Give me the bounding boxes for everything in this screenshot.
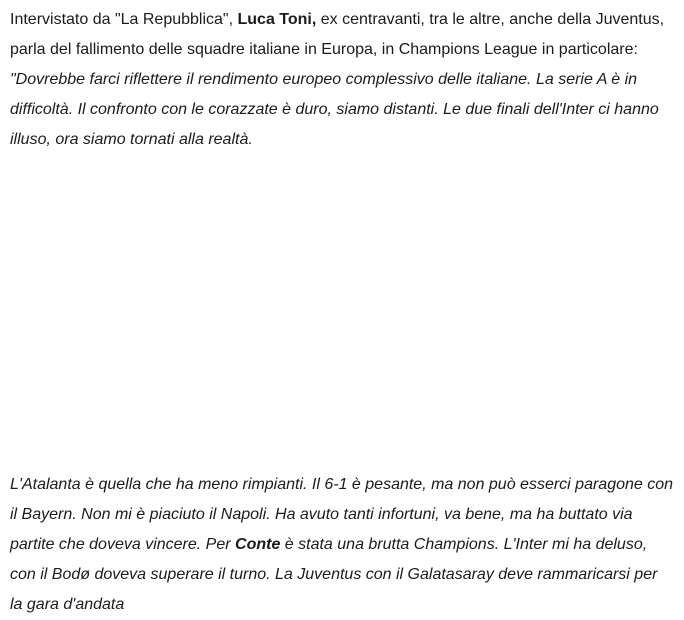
quote-part1-text: L'Atalanta è quella che ha meno rimpianti. Il 6-1 è pesante, ma non può esserci paragone con il Bayern. Non mi è piaciuto il Napoli. Ha avuto tanti infortuni, va bene, ma ha buttato via partite che doveva vincere. Per <box>10 476 674 553</box>
intro-paragraph <box>10 5 674 155</box>
quote-paragraph <box>10 470 674 620</box>
quote-part2-text: è stata una brutta Champions. L'Inter mi ha deluso, con il Bodø doveva superare il turno. La Juventus con il Galatasaray deve rammaricarsi per la gara d'andata <box>10 536 658 613</box>
player-name-bold: Luca Toni, <box>237 11 317 28</box>
intro-body-text: ex centravanti, tra le altre, anche della Juventus, parla del fallimento delle squadre italiane in Europa, in Champions League in particolare: <box>10 11 665 58</box>
intro-lead-text: Intervistato da "La Repubblica", <box>10 11 238 28</box>
blank-embed-placeholder <box>10 155 674 470</box>
coach-name-bold-italic: Conte <box>235 536 281 553</box>
toni-quote-text: "Dovrebbe farci riflettere il rendimento europeo complessivo delle italiane. La serie A è in difficoltà. Il confronto con le corazzate è duro, siamo distanti. Le due finali dell'Inter ci hanno illuso, ora siamo tornati alla realtà. <box>10 71 659 148</box>
